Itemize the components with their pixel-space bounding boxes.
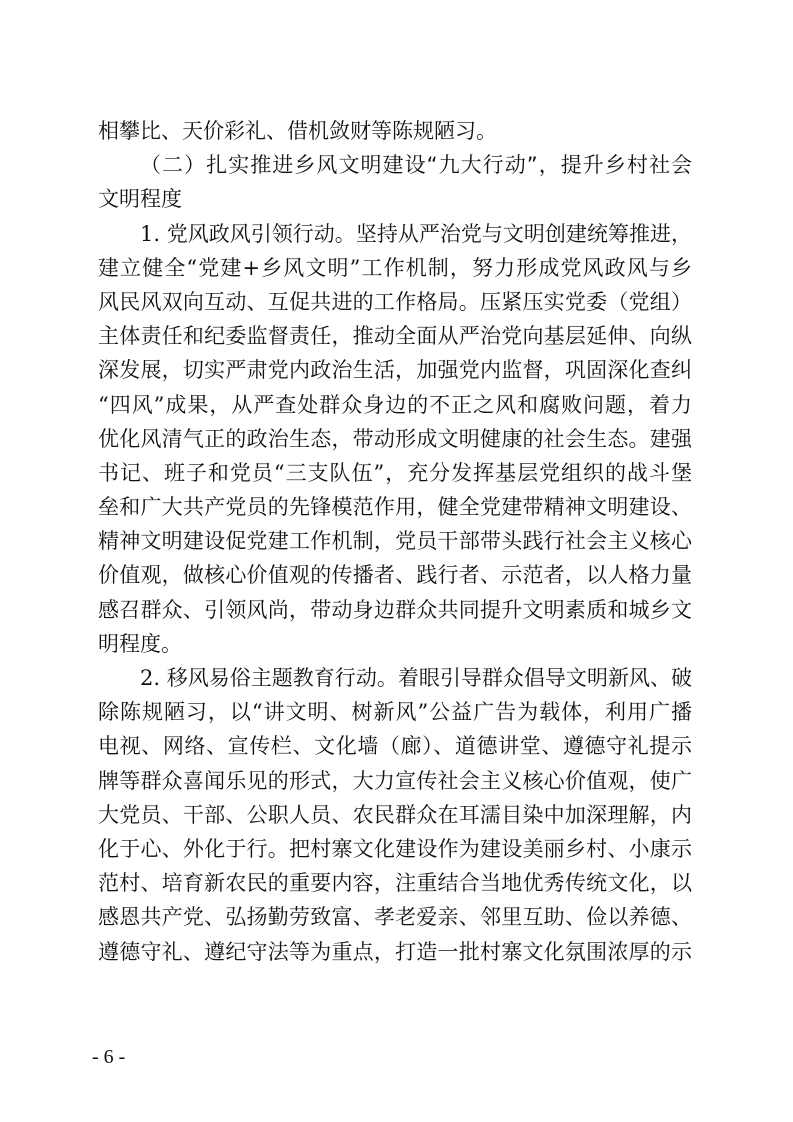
heading-line: （二）扎实推进乡风文明建设“九大行动”，提升乡村社会 [140, 153, 692, 178]
text-line: 遵德守礼、遵纪守法等为重点，打造一批村寨文化氛围浓厚的示 [98, 939, 692, 964]
paragraph-party-style [98, 217, 692, 661]
heading-line: 文明程度 [98, 187, 182, 212]
text-line: 感恩共产党、弘扬勤劳致富、孝老爱亲、邻里互助、俭以养德、 [98, 905, 692, 930]
text-line: “四风”成果，从严查处群众身边的不正之风和腐败问题，着力 [98, 392, 692, 417]
text-line: 价值观，做核心价值观的传播者、践行者、示范者，以人格力量 [98, 563, 692, 588]
text-line: 明程度。 [98, 631, 182, 656]
text-line: 精神文明建设促党建工作机制，党员干部带头践行社会主义核心 [98, 529, 692, 554]
paragraph-customs-education [98, 661, 692, 969]
section-heading [98, 148, 692, 216]
carryover-paragraph [98, 114, 692, 148]
text-line: 风民风双向互动、互促共进的工作格局。压紧压实党委（党组） [98, 289, 692, 314]
text-line: 除陈规陋习，以“讲文明、树新风”公益广告为载体，利用广播 [98, 700, 692, 725]
text-line: 主体责任和纪委监督责任，推动全面从严治党向基层延伸、向纵 [98, 324, 692, 349]
page-number: - 6 - [92, 1046, 126, 1068]
text-line: 化于心、外化于行。把村寨文化建设作为建设美丽乡村、小康示 [98, 836, 692, 861]
text-line: 建立健全“党建+乡风文明”工作机制，努力形成党风政风与乡 [98, 255, 692, 280]
text-line: 2. 移风易俗主题教育行动。着眼引导群众倡导文明新风、破 [140, 666, 692, 690]
text-line: 深发展，切实严肃党内政治生活，加强党内监督，巩固深化查纠 [98, 358, 692, 383]
text-line: 大党员、干部、公职人员、农民群众在耳濡目染中加深理解，内 [98, 802, 692, 827]
text-line: 书记、班子和党员“三支队伍”，充分发挥基层党组织的战斗堡 [98, 460, 692, 485]
document-body [98, 114, 692, 969]
text-line: 1. 党风政风引领行动。坚持从严治党与文明创建统筹推进， [140, 221, 692, 246]
text-line: 优化风清气正的政治生态，带动形成文明健康的社会生态。建强 [98, 426, 692, 451]
text-line: 电视、网络、宣传栏、文化墙（廊）、道德讲堂、遵德守礼提示 [98, 734, 692, 759]
text-line: 牌等群众喜闻乐见的形式，大力宣传社会主义核心价值观，使广 [98, 768, 692, 793]
text-line: 垒和广大共产党员的先锋模范作用，健全党建带精神文明建设、 [98, 495, 692, 520]
text-line: 范村、培育新农民的重要内容，注重结合当地优秀传统文化，以 [98, 871, 692, 896]
text-line: 感召群众、引领风尚，带动身边群众共同提升文明素质和城乡文 [98, 597, 692, 622]
text-line: 相攀比、天价彩礼、借机敛财等陈规陋习。 [98, 119, 497, 143]
